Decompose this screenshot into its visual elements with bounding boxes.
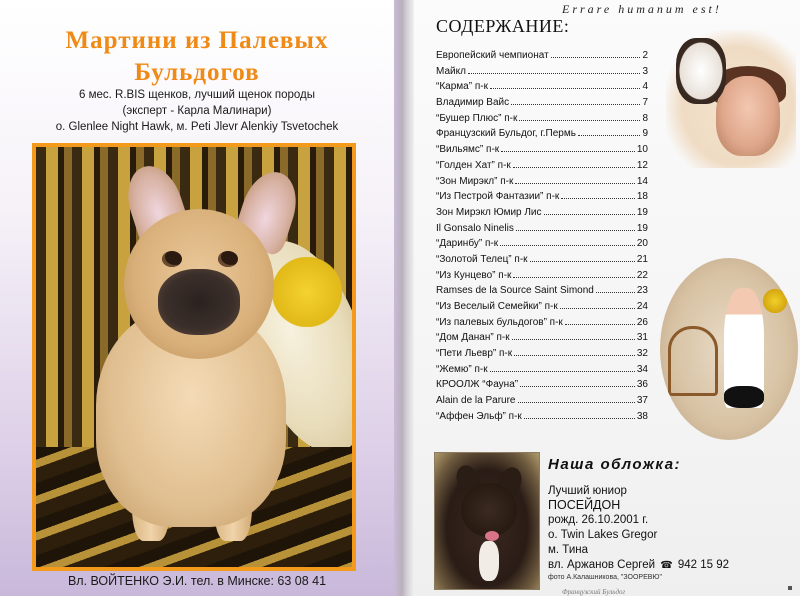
cover-dog-head [461,483,517,537]
toc-leader-dots [515,174,635,184]
toc-entry-page: 4 [642,81,648,93]
toc-entry-title: Ramses de la Source Saint Simond [436,285,594,297]
toc-entry-title: “Карма” п-к [436,81,488,93]
pedigree-line: о. Glenlee Night Hawk, м. Peti Jlevr Alenkiy Tsvetochek [55,121,339,133]
toc-entry [436,315,648,331]
toc-leader-dots [500,236,635,246]
toc-entry-page: 23 [636,285,648,297]
toc-leader-dots [544,205,635,215]
flowers-shape [760,288,790,314]
toc-entry-page: 34 [636,363,648,375]
toc-entry [436,362,648,378]
toc-entry [436,174,648,190]
toc-entry-page: 24 [636,301,648,312]
toc-entry-page: 20 [636,238,648,250]
toc-entry-title: Французский Бульдог, г.Пермь [436,128,576,140]
toc-entry-page: 19 [636,206,648,218]
toc-leader-dots [490,79,640,89]
toc-entry-title: “Жемю” п-к [436,363,488,375]
toc-entry [436,377,648,393]
toc-entry-title: Майкл [436,65,466,77]
running-footer: Французский Бульдог [562,588,626,596]
right-page [414,0,800,596]
dog-eye-left [162,251,182,267]
toc-leader-dots [518,393,635,403]
cover-dog-chest [479,541,499,581]
toc-entry-title: “Из Веселый Семейки” п-к [436,301,558,312]
toc-entry [436,205,648,221]
toc-entry-title: “Бушер Плюс” п-к [436,112,518,124]
toc-entry [436,79,648,95]
toc-entry-title: “Зон Мирэкл” п-к [436,175,514,187]
toc-entry [436,189,648,205]
toc-entry-title: Владимир Вайс [436,97,510,109]
cover-sire: о. Twin Lakes Gregor [548,529,658,541]
cover-owner-name: вл. Аржанов Сергей [548,559,656,571]
toc-entry-title: “Золотой Телец” п-к [436,253,528,265]
toc-heading: СОДЕРЖАНИЕ: [436,16,570,36]
cover-birthdate: рожд. 26.10.2001 г. [548,514,649,526]
toc-leader-dots [565,315,635,325]
owner-contact: Вл. ВОЙТЕНКО Э.И. тел. в Минске: 63 08 41 [67,574,327,588]
french-bulldog-photo [36,147,352,567]
toc-entry [436,252,648,268]
toc-entry [436,158,648,174]
toc-entry-page: 18 [636,191,648,203]
toc-entry-title: “Из Кунцево” п-к [436,269,512,281]
toc-entry-title: КРООЛЖ “Фауна” [436,379,519,391]
cover-dog-tongue [485,531,499,541]
toc-leader-dots [511,95,640,105]
kennel-title-line1: Мартини из Палевых [65,27,329,54]
toc-leader-dots [490,362,635,372]
award-line: 6 мес. R.BIS щенков, лучший щенок породы [79,89,315,101]
toc-entry-title: “Пети Льевр” п-к [436,348,513,360]
toc-leader-dots [468,64,641,74]
toc-entry [436,299,648,315]
toc-leader-dots [560,299,635,309]
toc-entry [436,64,648,80]
toc-entry [436,283,648,299]
telephone-icon: ☎ [660,560,673,571]
cover-award: Лучший юниор [548,485,627,497]
toc-entry [436,126,648,142]
toc-entry-title: Зон Мирэкл Юмир Лис [436,206,542,218]
toc-leader-dots [513,268,634,278]
toc-entry-page: 37 [636,395,648,407]
toc-entry-page: 8 [642,112,648,124]
dog-photo-frame [32,143,356,571]
toc-entry-title: “Вильямс” п-к [436,144,500,156]
cover-heading: Наша обложка: [548,456,682,473]
toc-leader-dots [530,252,635,262]
toc-entry-title: “Из палевых бульдогов” п-к [436,316,563,328]
toc-entry [436,393,648,409]
toc-entry-page: 7 [642,97,648,109]
photo-credit: фото А.Калашникова, "ЗООРЕВЮ" [548,574,662,581]
toc-entry-title: Европейский чемпионат [436,50,549,61]
toc-entry [436,142,648,158]
toc-leader-dots [514,346,635,356]
toc-leader-dots [519,111,640,121]
toc-entry-title: “Аффен Эльф” п-к [436,410,522,422]
toc-entry [436,236,648,252]
toc-entry-title: “Даринбу” п-к [436,238,499,250]
vintage-illustration-woman-with-dog [666,30,796,168]
dog-eye-right [218,251,238,267]
toc-leader-dots [596,283,635,293]
toc-entry-title: Alain de la Parure [436,395,516,407]
toc-entry-page: 9 [642,128,648,140]
expert-line: (эксперт - Карла Малинари) [122,105,272,117]
toc-entry-page: 32 [636,348,648,360]
cover-dog-name: ПОСЕЙДОН [548,498,621,512]
toc-entry [436,409,648,425]
toc-entry-page: 22 [636,269,648,281]
toc-entry [436,48,648,64]
toc-entry [436,111,648,127]
toc-entry [436,95,648,111]
toc-leader-dots [512,330,635,340]
toc-entry [436,330,648,346]
toc-entry-page: 19 [636,222,648,234]
cover-dog-photo [434,452,540,590]
vintage-illustration-boudoir [660,258,798,440]
toc-leader-dots [551,48,641,58]
dog-muzzle-shape [158,269,240,335]
motto: Errare humanum est! [562,2,722,16]
toc-entry-title: Il Gonsalo Ninelis [436,222,514,234]
toc-entry [436,221,648,237]
toc-leader-dots [524,409,635,419]
toc-leader-dots [501,142,635,152]
yellow-cushion-shape [272,257,342,327]
toc-entry-page: 3 [642,65,648,77]
toc-leader-dots [513,158,635,168]
toc-entry-page: 36 [636,379,648,391]
toc-entry-title: “Голден Хат” п-к [436,159,511,171]
toc-entry [436,346,648,362]
toc-leader-dots [516,221,635,231]
puppy-shape [676,38,726,104]
toc-entry-page: 26 [636,316,648,328]
page-mark [788,586,792,590]
cover-dam: м. Тина [548,544,588,556]
toc-entry-page: 2 [642,50,648,61]
toc-entry-page: 14 [636,175,648,187]
bed-shape [668,326,718,396]
kennel-title-line2: Бульдогов [134,59,260,86]
table-of-contents [436,48,648,425]
toc-entry-title: “Из Пестрой Фантазии” п-к [436,191,560,203]
toc-entry-page: 38 [636,410,648,422]
toc-entry-title: “Дом Данан” п-к [436,332,510,344]
toc-entry-page: 21 [636,253,648,265]
toc-leader-dots [561,189,635,199]
left-page [0,0,394,596]
toc-entry-page: 31 [636,332,648,344]
toc-leader-dots [578,126,641,136]
woman-face-shape [716,76,780,156]
toc-entry-page: 10 [636,144,648,156]
toc-entry [436,268,648,284]
toc-entry-page: 12 [636,159,648,171]
page-gutter [394,0,414,596]
toc-leader-dots [520,377,635,387]
cover-owner [548,558,729,573]
black-dog-shape [724,386,764,408]
cover-owner-phone: 942 15 92 [677,559,730,571]
